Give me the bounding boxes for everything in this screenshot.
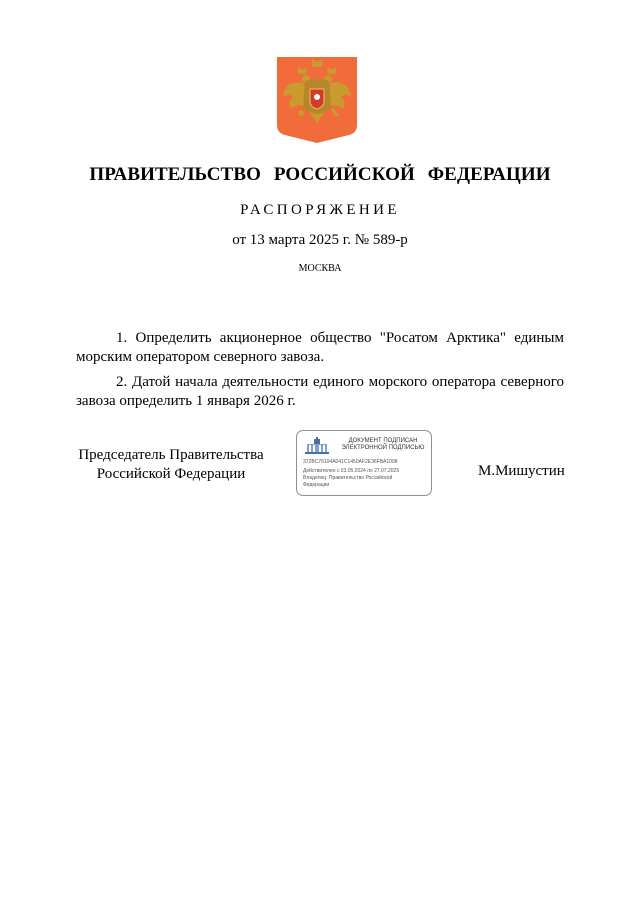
stamp-title-line-1: ДОКУМЕНТ ПОДПИСАН [348, 438, 418, 444]
signer-title-line-1: Председатель Правительства [78, 447, 264, 463]
stamp-validity: Действителен с 03.05.2024 по 27.07.2025 [303, 468, 400, 474]
stamp-owner-line-2: Федерации [303, 482, 330, 488]
government-title: ПРАВИТЕЛЬСТВО РОССИЙСКОЙ ФЕДЕРАЦИИ [89, 164, 551, 185]
body-item-1: 1. Определить акционерное общество "Росатом Арктика" единым морским оператором северного завоза. [76, 330, 564, 365]
coat-of-arms-emblem [277, 57, 357, 143]
signature-name: М.Мишустин [478, 463, 565, 479]
electronic-signature-stamp [296, 430, 432, 496]
stamp-title [337, 438, 429, 452]
body-item-2: 2. Датой начала деятельности единого морского оператора северного завоза определить 1 января 2026 г. [76, 374, 564, 409]
stamp-owner-line-1: Владелец: Правительство Российской [303, 475, 393, 481]
document-body [76, 329, 564, 417]
document-type: РАСПОРЯЖЕНИЕ [240, 202, 400, 218]
document-date-number: от 13 марта 2025 г. № 589-р [232, 232, 408, 248]
signer-title-line-2: Российской Федерации [96, 466, 246, 482]
government-building-icon [304, 437, 330, 455]
document-city: МОСКВА [298, 263, 342, 274]
stamp-certificate: 372BC76104A041C1450AF2E36FBA1008 [303, 459, 398, 465]
signer-title [76, 446, 266, 484]
stamp-title-line-2: ЭЛЕКТРОННОЙ ПОДПИСЬЮ [341, 445, 425, 451]
